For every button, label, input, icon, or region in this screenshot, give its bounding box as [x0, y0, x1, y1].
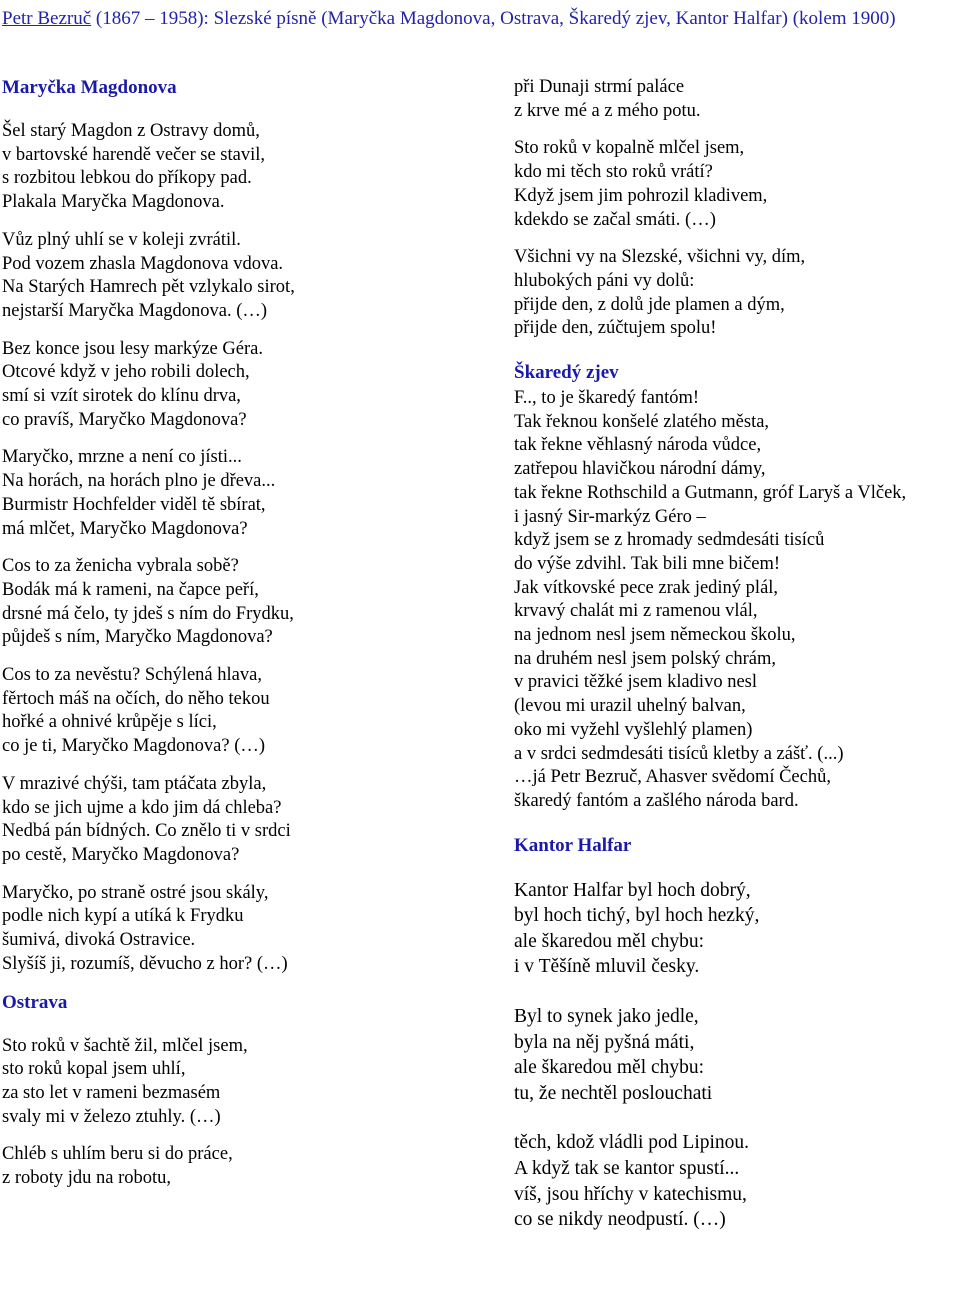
verse-line: Burmistr Hochfelder viděl tě sbírat, — [2, 494, 266, 515]
verse-line: smí si vzít sirotek do klínu drva, — [2, 386, 241, 407]
verse-line: co je ti, Maryčko Magdonova? (…) — [2, 736, 266, 757]
poem-kantor-halfar — [514, 878, 958, 1233]
section-title-maryca: Maryčka Magdonova — [2, 77, 177, 98]
stanza — [2, 446, 452, 541]
verse-line: ale škaredou měl chybu: — [514, 1057, 705, 1079]
verse-line: fěrtoch máš na očích, do něho tekou — [2, 688, 270, 709]
stanza — [2, 882, 452, 977]
stanza — [514, 1130, 958, 1232]
stanza — [514, 387, 958, 814]
verse-line: Cos to za ženicha vybrala sobě? — [2, 556, 239, 577]
verse-line: ale škaredou měl chybu: — [514, 930, 705, 952]
stanza — [2, 338, 452, 433]
verse-line: Nedbá pán bídných. Co znělo ti v srdci — [2, 821, 291, 842]
verse-line: Vůz plný uhlí se v koleji zvrátil. — [2, 229, 241, 250]
stanza — [2, 555, 452, 650]
poem-skaredy-zjev — [514, 387, 958, 814]
verse-line: svaly mi v železo ztuhly. (…) — [2, 1106, 221, 1127]
verse-line: co se nikdy neodpustí. (…) — [514, 1209, 726, 1231]
verse-line: drsné má čelo, ty jdeš s ním do Frydku, — [2, 603, 294, 624]
verse-line: Bodák má k rameni, na čapce peří, — [2, 579, 259, 600]
verse-line: Sto roků v kopalně mlčel jsem, — [514, 138, 745, 159]
verse-line: na druhém nesl jsem polský chrám, — [514, 648, 777, 669]
stanza — [2, 1143, 452, 1190]
verse-line: Sto roků v šachtě žil, mlčel jsem, — [2, 1035, 248, 1056]
verse-line: při Dunaji strmí paláce — [514, 77, 685, 97]
verse-line: když jsem se z hromady sedmdesáti tisíců — [514, 530, 825, 551]
verse-line: Chléb s uhlím beru si do práce, — [2, 1144, 233, 1165]
verse-line: kdo mi těch sto roků vrátí? — [514, 162, 713, 183]
verse-line: šumivá, divoká Ostravice. — [2, 930, 196, 951]
verse-line: těch, kdož vládli pod Lipinou. — [514, 1132, 750, 1154]
verse-line: Šel starý Magdon z Ostravy domů, — [2, 121, 260, 141]
stanza — [2, 120, 452, 215]
verse-line: v bartovské harendě večer se stavil, — [2, 144, 266, 165]
verse-line: má mlčet, Maryčko Magdonova? — [2, 518, 248, 539]
verse-line: z roboty jdu na robotu, — [2, 1168, 172, 1189]
verse-line: Byl to synek jako jedle, — [514, 1006, 699, 1028]
author-link[interactable]: Petr Bezruč — [2, 8, 92, 29]
verse-line: víš, jsou hříchy v katechismu, — [514, 1183, 747, 1205]
poem-ostrava — [2, 1035, 452, 1191]
right-column — [514, 76, 958, 1257]
verse-line: (levou mi urazil uhelný balvan, — [514, 696, 746, 717]
verse-line: Na horách, na horách plno je dřeva... — [2, 471, 276, 492]
verse-line: byl hoch tichý, byl hoch hezký, — [514, 905, 760, 927]
verse-line: přijde den, zúčtujem spolu! — [514, 318, 717, 339]
verse-line: škaredý fantóm a zašlého národa bard. — [514, 790, 799, 811]
verse-line: na jednom nesl jsem německou školu, — [514, 625, 796, 646]
verse-line: Když jsem jim pohrozil kladivem, — [514, 185, 768, 206]
verse-line: půjdeš s ním, Maryčko Magdonova? — [2, 627, 273, 648]
document-title: (1867 – 1958): Slezské písně (Maryčka Magdonova, Ostrava, Škaredý zjev, Kantor Halfar) (kolem 1900) — [91, 8, 896, 29]
stanza — [514, 137, 958, 232]
verse-line: krvavý chalát mi z ramenou vlál, — [514, 601, 758, 622]
verse-line: Cos to za nevěstu? Schýlená hlava, — [2, 665, 262, 686]
verse-line: A když tak se kantor spustí... — [514, 1158, 740, 1180]
verse-line: přijde den, z dolů jde plamen a dým, — [514, 294, 785, 315]
stanza — [2, 773, 452, 868]
verse-line: Jak vítkovské pece zrak jediný plál, — [514, 577, 779, 598]
verse-line: za sto let v rameni bezmasém — [2, 1082, 221, 1103]
verse-line: z krve mé a z mého potu. — [514, 100, 701, 121]
verse-line: Na Starých Hamrech pět vzlykalo sirot, — [2, 277, 295, 298]
verse-line: Maryčko, mrzne a není co jísti... — [2, 447, 242, 468]
document-header — [2, 6, 958, 31]
verse-line: s rozbitou lebkou do příkopy pad. — [2, 168, 252, 189]
stanza — [514, 76, 958, 123]
verse-line: co pravíš, Maryčko Magdonova? — [2, 409, 247, 430]
stanza — [2, 1035, 452, 1130]
stanza — [514, 1004, 958, 1106]
verse-line: tu, že nechtěl poslouchati — [514, 1082, 713, 1104]
verse-line: Kantor Halfar byl hoch dobrý, — [514, 879, 751, 901]
verse-line: F.., to je škaredý fantóm! — [514, 388, 700, 409]
verse-line: Bez konce jsou lesy markýze Géra. — [2, 338, 263, 359]
verse-line: Plakala Maryčka Magdonova. — [2, 192, 225, 213]
verse-line: hlubokých páni vy dolů: — [514, 270, 695, 291]
verse-line: do výše zdvihl. Tak bili mne bičem! — [514, 553, 781, 574]
section-title-kantor-halfar: Kantor Halfar — [514, 834, 632, 856]
verse-line: podle nich kypí a utíká k Frydku — [2, 906, 244, 927]
verse-line: Všichni vy na Slezské, všichni vy, dím, — [514, 247, 806, 268]
verse-line: v pravici těžké jsem kladivo nesl — [514, 672, 757, 693]
verse-line: hořké a ohnivé krůpěje s líci, — [2, 712, 217, 733]
verse-line: zatřepou hlavičkou národní dámy, — [514, 459, 766, 480]
verse-line: oko mi vyžehl vyšlehlý plamen) — [514, 719, 753, 740]
verse-line: kdekdo se začal smáti. (…) — [514, 209, 716, 230]
verse-line: nejstarší Maryčka Magdonova. (…) — [2, 300, 268, 321]
stanza — [514, 878, 958, 980]
stanza — [514, 246, 958, 341]
verse-line: Tak řeknou konšelé zlatého města, — [514, 411, 770, 432]
verse-line: …já Petr Bezruč, Ahasver svědomí Čechů, — [514, 767, 831, 788]
stanza — [2, 664, 452, 759]
verse-line: kdo se jich ujme a kdo jim dá chleba? — [2, 797, 282, 818]
verse-line: byla na něj pyšná máti, — [514, 1031, 695, 1053]
verse-line: Slyšíš ji, rozumíš, děvucho z hor? (…) — [2, 953, 288, 974]
left-column — [2, 76, 452, 1205]
verse-line: Maryčko, po straně ostré jsou skály, — [2, 882, 269, 903]
section-title-ostrava: Ostrava — [2, 991, 68, 1013]
verse-line: Otcové když v jeho robili dolech, — [2, 362, 250, 383]
verse-line: a v srdci sedmdesáti tisíců kletby a zášť. (...) — [514, 743, 844, 764]
poem-ostrava-continued — [514, 76, 958, 341]
verse-line: Pod vozem zhasla Magdonova vdova. — [2, 253, 284, 274]
verse-line: po cestě, Maryčko Magdonova? — [2, 844, 240, 865]
poem-maryca — [2, 120, 452, 977]
verse-line: i jasný Sir-markýz Géro – — [514, 506, 706, 527]
verse-line: tak řekne Rothschild a Gutmann, gróf Laryš a Vlček, — [514, 482, 907, 503]
verse-line: sto roků kopal jsem uhlí, — [2, 1059, 186, 1080]
verse-line: tak řekne věhlasný národa vůdce, — [514, 435, 762, 456]
stanza — [2, 229, 452, 324]
verse-line: V mrazivé chýši, tam ptáčata zbyla, — [2, 773, 267, 794]
verse-line: i v Těšíně mluvil česky. — [514, 956, 700, 978]
section-title-skaredy-zjev: Škaredý zjev — [514, 362, 619, 384]
